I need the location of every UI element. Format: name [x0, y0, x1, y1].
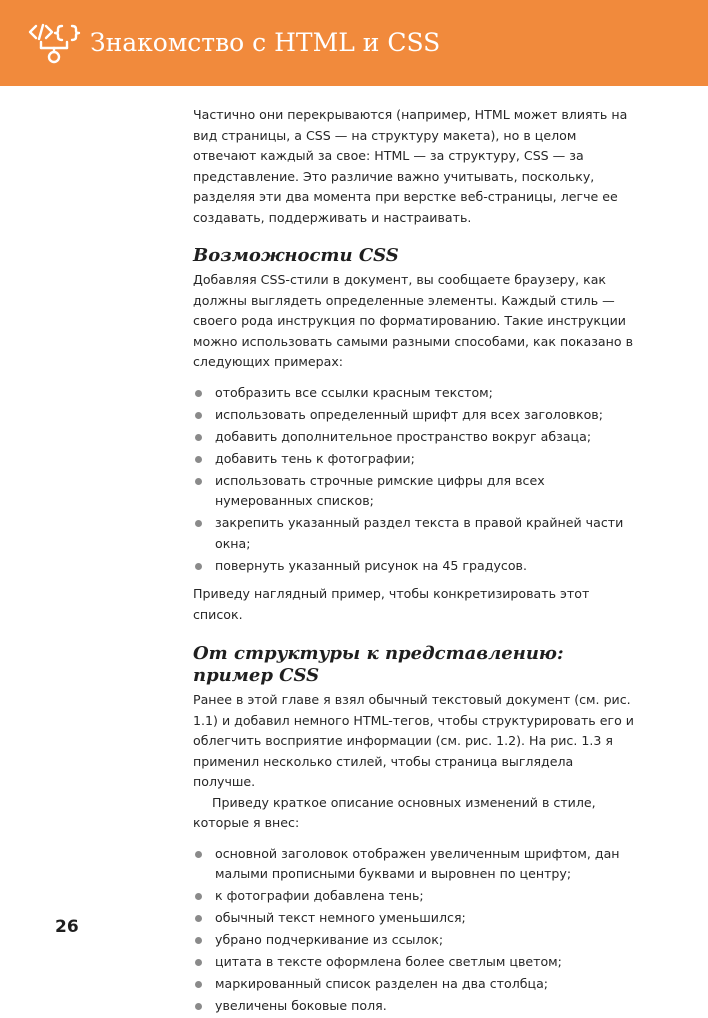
section1-paragraph: Добавляя CSS-стили в документ, вы сообщаете браузеру, как должны выглядеть определенные элементы. Каждый стиль — своего рода инструкция по форматированию. Такие инструкции можно использовать самыми разными способами, как показано в следующих примерах: — [193, 272, 634, 369]
section2-paragraph: Ранее в этой главе я взял обычный текстовый документ (см. рис. 1.1) и добавил немного HTML-тегов, чтобы структурировать его и облегчить восприятие информации (см. рис. 1.2). На рис. 1.3 я применил несколько стилей, чтобы страница выглядела получше. — [193, 692, 634, 789]
list-item: к фотографии добавлена тень; — [193, 886, 639, 907]
bullet-icon — [195, 893, 202, 900]
list-item: отобразить все ссылки красным текстом; — [193, 383, 639, 404]
bullet-icon — [195, 915, 202, 922]
bullet-icon — [195, 434, 202, 441]
list-item: увеличены боковые поля. — [193, 996, 639, 1017]
css-examples-list — [193, 383, 639, 577]
section1-closing: Приведу наглядный пример, чтобы конкретизировать этот список. — [193, 586, 590, 622]
chapter-title: Знакомство с HTML и CSS — [90, 28, 441, 57]
page-content — [193, 105, 639, 1018]
code-braces-rocket-icon — [22, 22, 82, 64]
bullet-icon — [195, 390, 202, 397]
bullet-icon — [195, 412, 202, 419]
bullet-icon — [195, 456, 202, 463]
chapter-header — [0, 0, 708, 86]
section-heading-css-capabilities: Возможности CSS — [193, 245, 399, 266]
bullet-icon — [195, 937, 202, 944]
bullet-icon — [195, 563, 202, 570]
bullet-icon — [195, 1003, 202, 1010]
list-item: убрано подчеркивание из ссылок; — [193, 930, 639, 951]
list-item: повернуть указанный рисунок на 45 градусов. — [193, 556, 639, 577]
list-item: основной заголовок отображен увеличенным шрифтом, дан малыми прописными буквами и выровнен по центру; — [193, 844, 639, 885]
list-item: добавить тень к фотографии; — [193, 449, 639, 470]
section2-paragraph-indented: Приведу краткое описание основных изменений в стиле, которые я внес: — [193, 794, 596, 830]
bullet-icon — [195, 959, 202, 966]
list-item: добавить дополнительное пространство вокруг абзаца; — [193, 427, 639, 448]
list-item: использовать определенный шрифт для всех заголовков; — [193, 405, 639, 426]
section-heading-structure-to-presentation: От структуры к представлению: пример CSS — [193, 643, 564, 686]
intro-paragraph: Частично они перекрываются (например, HTML может влиять на вид страницы, а CSS — на структуру макета), но в целом отвечают каждый за свое: HTML — за структуру, CSS — за представление. Это различие важно учитывать, поскольку, разделяя эти два момента при верстке веб-страницы, легче ее создавать, поддерживать и настраивать. — [193, 107, 628, 225]
bullet-icon — [195, 851, 202, 858]
list-item: цитата в тексте оформлена более светлым цветом; — [193, 952, 639, 973]
page-number: 26 — [55, 917, 79, 937]
bullet-icon — [195, 520, 202, 527]
style-changes-list — [193, 844, 639, 1017]
bullet-icon — [195, 981, 202, 988]
bullet-icon — [195, 478, 202, 485]
list-item: обычный текст немного уменьшился; — [193, 908, 639, 929]
list-item: закрепить указанный раздел текста в правой крайней части окна; — [193, 513, 639, 554]
list-item: использовать строчные римские цифры для всех нумерованных списков; — [193, 471, 639, 512]
list-item: маркированный список разделен на два столбца; — [193, 974, 639, 995]
